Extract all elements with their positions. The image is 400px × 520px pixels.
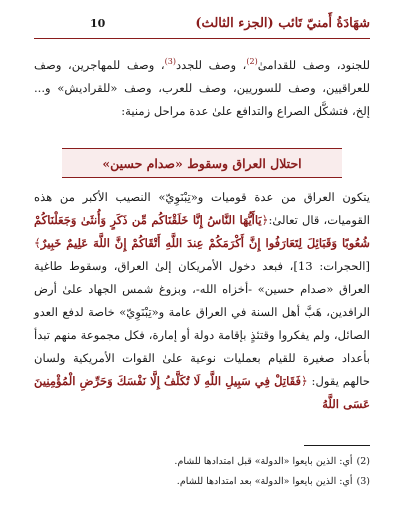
main-text-2: [الحجرات: 13]، فبعد دخول الأمريكان إلىٰ العراق، وسقوط طاغية العراق «صدام حسين» -أخزاه الله-، وبزوغ شمس الجهاد علىٰ أرض الرافدين، هَبَّ أهل السنة في العراق عامة و«تِبْنَوِيّ» خاصة لدفع العدو الصائل، ولم يفكروا وقتئذٍ بإقامة دولة أو إمارة، فكل مجموعة منهم تبدأ بأعداد صغيرة للقيام بعمليات نوعية علىٰ القوات الأمريكية ولسان حالهم يقول: (34, 259, 370, 388)
verse-close-bracket: ﴾ (34, 236, 41, 250)
footnote-ref-2[interactable]: (2) (246, 57, 258, 66)
footnote-number: (2) (356, 456, 370, 467)
footnote-ref-3[interactable]: (3) (164, 57, 176, 66)
footnote-text: أي: الذين بايعوا «الدولة» قبل امتدادها للشام. (174, 456, 353, 467)
intro-text-1: للجنود، وصف للقدامىٰ (257, 57, 370, 72)
main-paragraph (34, 186, 370, 416)
verse-open-bracket-2: ﴿ (301, 374, 308, 388)
footnotes (34, 452, 370, 492)
intro-text-2: ، وصف للجدد (175, 57, 247, 72)
quran-verse-2: فَقَاتِلْ فِي سَبِيلِ اللَّهِ لَا تُكَلَّفُ إِلَّا نَفْسَكَ وَحَرِّضِ الْمُؤْمِنِينَ عَسَى اللَّهُ (34, 374, 370, 411)
footnote-2 (34, 452, 370, 472)
page-number: 10 (90, 17, 106, 30)
verse-open-bracket: ﴿ (261, 213, 269, 227)
section-title: احتلال العراق وسقوط «صدام حسين» (102, 155, 302, 171)
quran-verse-1: يَاأَيُّهَا النَّاسُ إِنَّا خَلَقْنَاكُم مِّن ذَكَرٍ وَأُنثَىٰ وَجَعَلْنَاكُمْ شُعُوبًا وَقَبَائِلَ لِتَعَارَفُوا إِنَّ أَكْرَمَكُمْ عِندَ اللَّهِ أَتْقَاكُمْ إِنَّ اللَّهَ عَلِيمٌ خَبِيرٌ (34, 213, 370, 250)
footnote-divider (304, 445, 370, 446)
main-text-1: يتكون العراق من عدة قوميات و«تِبْنَوِيّ» النصيب الأكبر من هذه القوميات، قال تعالىٰ: (34, 190, 370, 227)
footnote-text: أي: الذين بايعوا «الدولة» بعد امتدادها للشام. (176, 476, 353, 487)
section-heading-banner (62, 148, 342, 178)
running-title: شهَادَةُ أَمنيّ تَائب (الجزء الثالث) (195, 16, 370, 31)
footnote-3 (34, 472, 370, 492)
intro-paragraph (34, 50, 370, 123)
intro-text-3: ، وصف للمهاجرين، وصف للعراقيين، وصف للسوريين، وصف للعرب، وصف «للقراديش» و... إلخ، فتشكَّل الصراع والتدافع علىٰ عدة مراحل زمنية: (34, 57, 370, 118)
page-header (34, 14, 370, 39)
footnote-number: (3) (356, 476, 370, 487)
